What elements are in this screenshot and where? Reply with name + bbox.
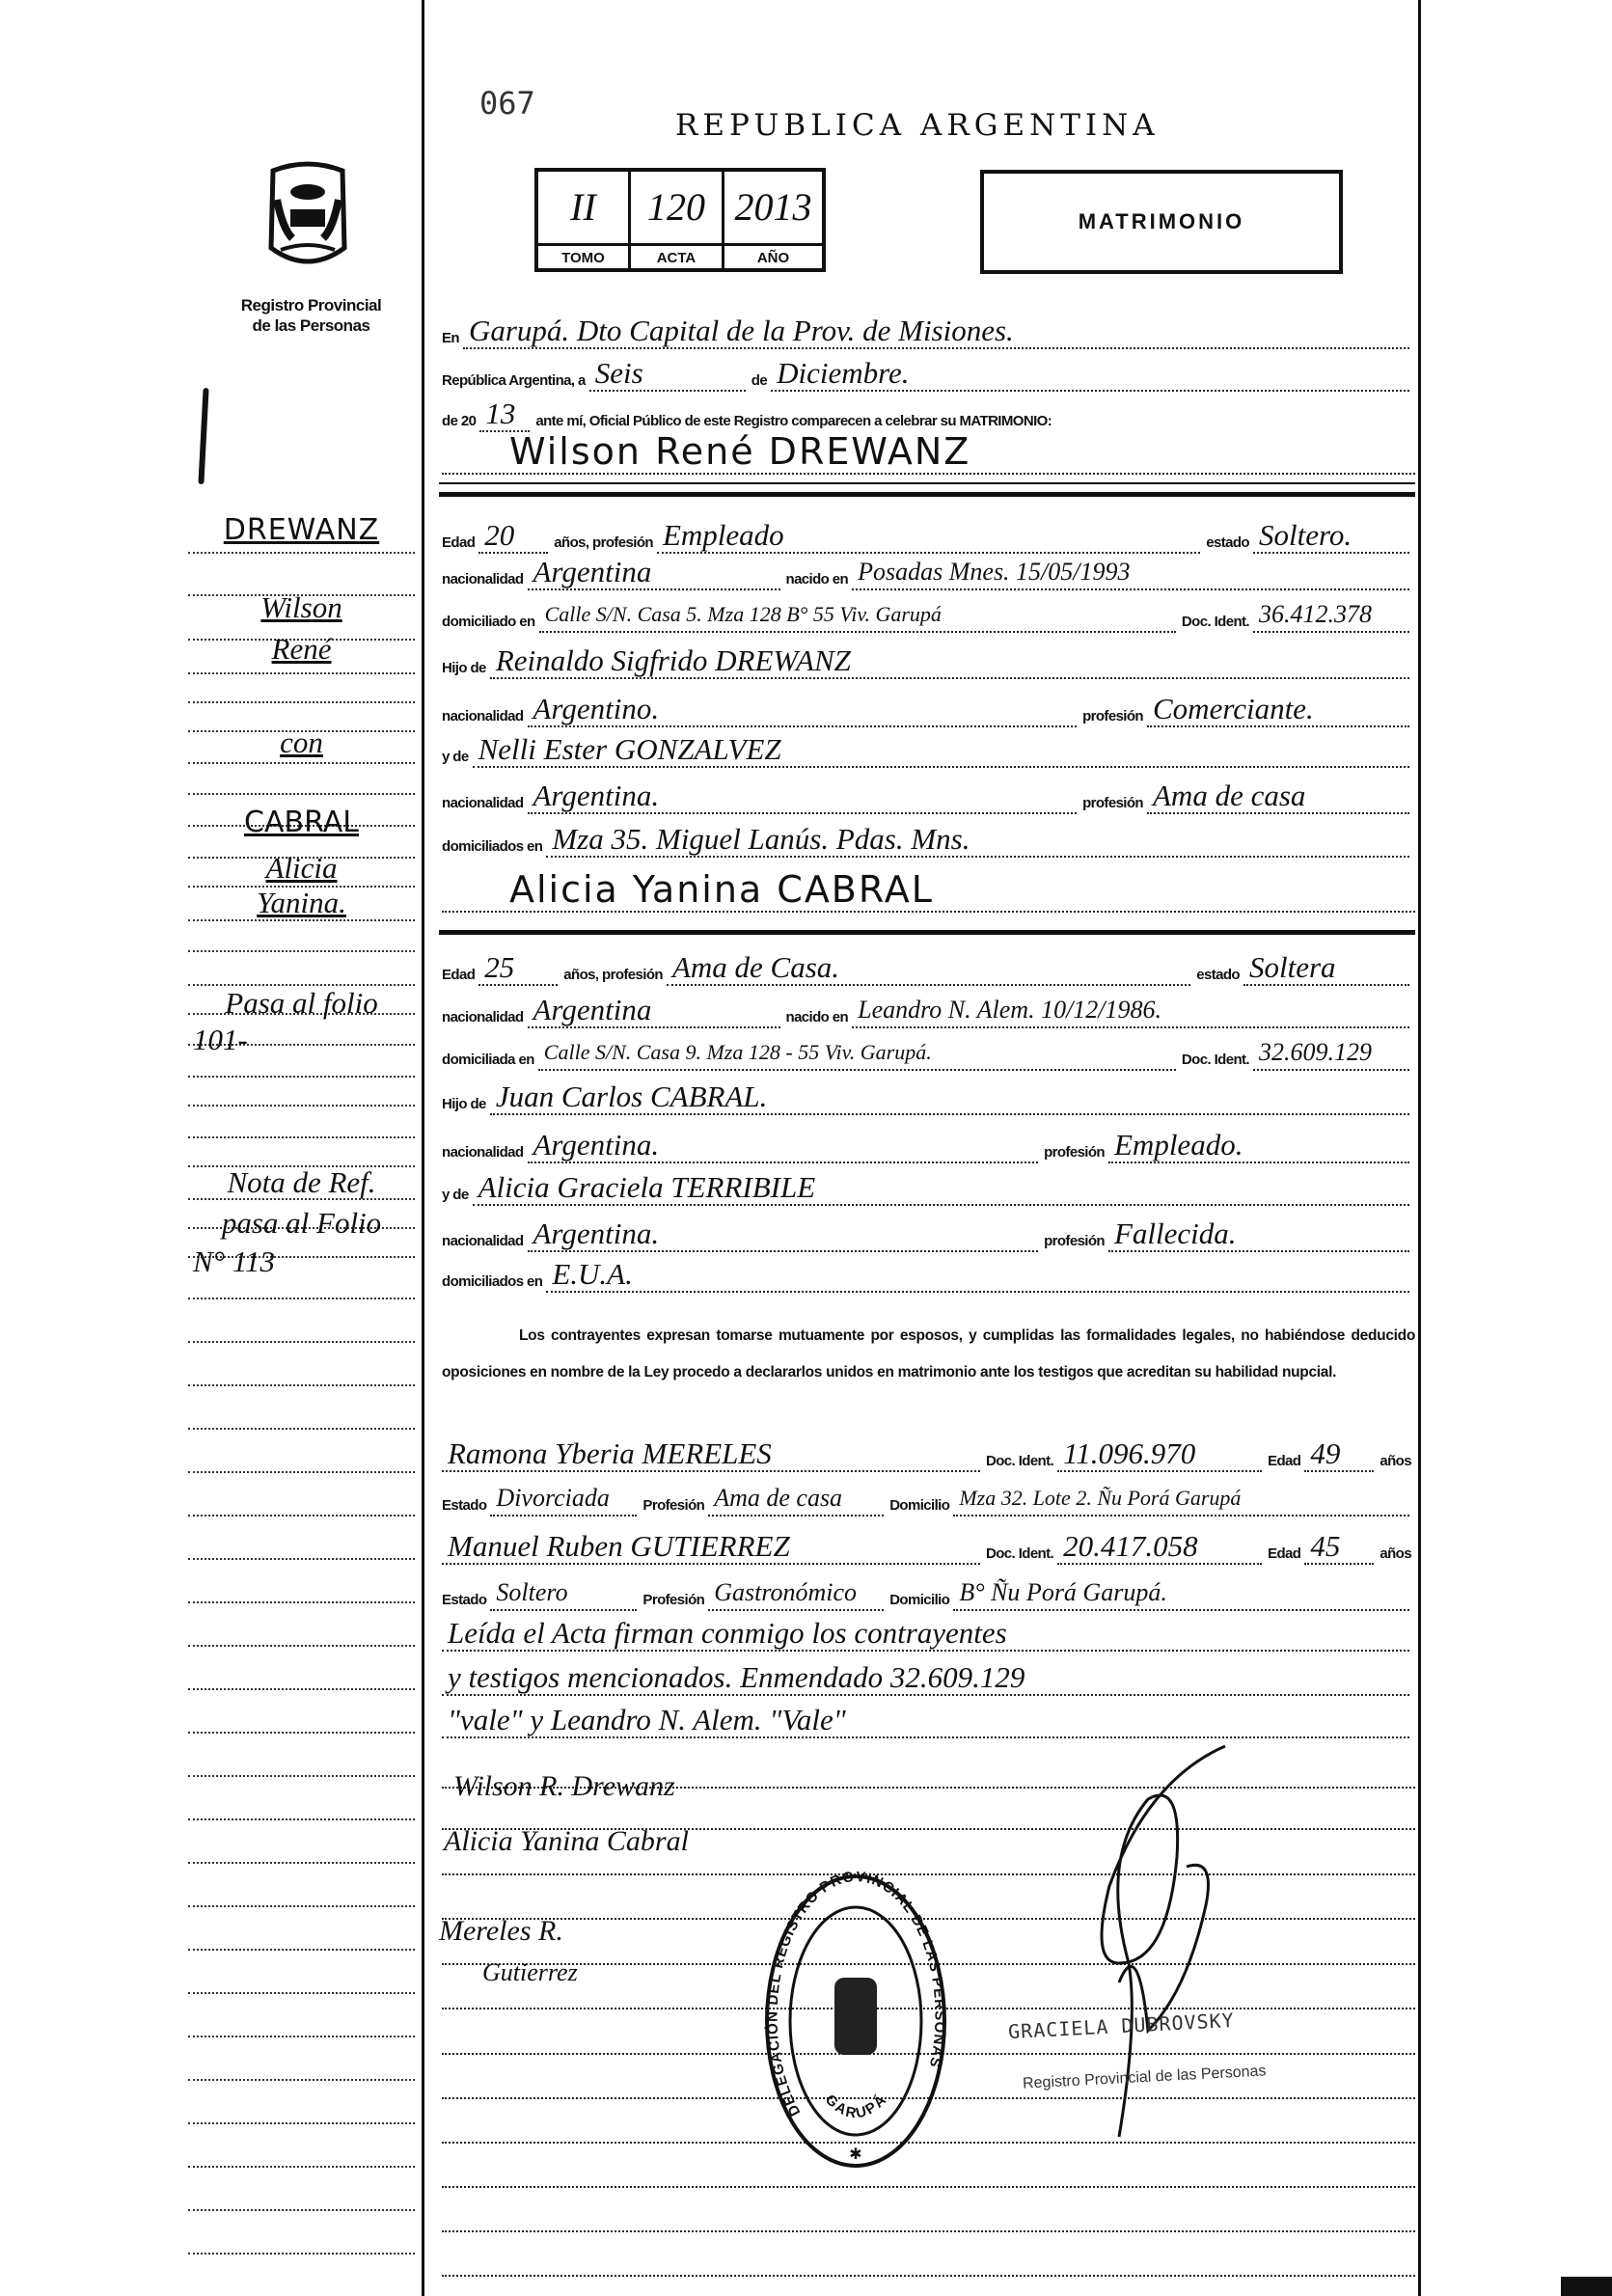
- groom-father: Reinaldo Sigfrido DREWANZ: [490, 644, 1409, 679]
- registry-name-line2: de las Personas: [252, 316, 370, 335]
- margin-line: [188, 1428, 415, 1430]
- country-label: República Argentina, a: [442, 372, 586, 389]
- edad-label: Edad: [1268, 1453, 1301, 1469]
- acta-cell: [631, 172, 724, 268]
- domiciliados-label: domiciliados en: [442, 838, 543, 855]
- groom-age: 20: [478, 519, 548, 554]
- margin-line: [188, 1105, 415, 1107]
- divider: [439, 482, 1415, 484]
- margin-line: [188, 2122, 415, 2124]
- bride-address-row: [442, 1028, 1415, 1071]
- seal-town: GARUPÁ: [821, 2091, 891, 2122]
- bride-birthplace: Leandro N. Alem. 10/12/1986.: [852, 994, 1409, 1028]
- witness-1-doc: 11.096.970: [1057, 1437, 1262, 1472]
- domiciliados-label: domiciliados en: [442, 1273, 543, 1290]
- closing-note: "vale" y Leandro N. Alem. "Vale": [442, 1704, 1409, 1738]
- margin-line: [188, 1818, 415, 1820]
- witness-2-age: 45: [1304, 1530, 1374, 1565]
- day-value: Seis: [589, 357, 746, 392]
- nacionalidad-label: nacionalidad: [442, 708, 524, 724]
- profesion-label: profesión: [1044, 1233, 1105, 1249]
- witness-2-profession: Gastronómico: [708, 1576, 884, 1611]
- bride-parents-address: E.U.A.: [546, 1258, 1409, 1293]
- groom-status: Soltero.: [1253, 519, 1409, 554]
- groom-parents-address-row: [442, 815, 1415, 858]
- record-type-box: [980, 170, 1343, 274]
- signature-bride: Alicia Yanina Cabral: [444, 1825, 689, 1857]
- margin-line: [188, 1992, 415, 1994]
- doc-label: Doc. Ident.: [986, 1545, 1054, 1562]
- y-de-label: y de: [442, 1187, 469, 1203]
- profesion-label: años, profesión: [554, 534, 653, 551]
- groom-father-profession: Comerciante.: [1147, 693, 1409, 727]
- blank-line: [442, 2230, 1415, 2232]
- margin-line: [188, 2253, 415, 2255]
- profesion-label: profesión: [1044, 1144, 1105, 1161]
- doc-label: Doc. Ident.: [1181, 614, 1249, 630]
- nacionalidad-label: nacionalidad: [442, 571, 524, 588]
- anos-label: años: [1380, 1453, 1411, 1469]
- doc-label: Doc. Ident.: [986, 1453, 1054, 1469]
- bride-mother-row: [442, 1163, 1415, 1206]
- registry-name-line1: Registro Provincial: [240, 296, 382, 314]
- margin-line: [188, 1862, 415, 1864]
- registry-name: [207, 295, 415, 336]
- year-suffix-value: 13: [479, 397, 530, 432]
- bride-nationality: Argentina: [528, 994, 780, 1028]
- witness-1-details-row: [442, 1474, 1415, 1517]
- margin-line: [188, 1136, 415, 1138]
- seal-icon: [762, 1872, 950, 2171]
- closing-note: y testigos mencionados. Enmendado 32.609.129: [442, 1661, 1409, 1696]
- official-seal: [762, 1872, 950, 2171]
- witness-2-address: B° Ñu Porá Garupá.: [953, 1576, 1409, 1611]
- witness-2-name: Manuel Ruben GUTIERREZ: [442, 1530, 980, 1565]
- coat-of-arms-icon: [263, 161, 352, 271]
- groom-father-nationality: Argentino.: [528, 693, 1078, 727]
- officer-name: GRACIELA DUBROVSKY: [1007, 2008, 1236, 2044]
- form-left-border: [422, 0, 424, 2296]
- bride-father-nationality-row: [442, 1121, 1415, 1163]
- witness-1-profession: Ama de casa: [708, 1482, 884, 1517]
- witness-2-status: Soltero: [490, 1576, 637, 1611]
- domicilio-label: Domicilio: [889, 1497, 950, 1514]
- declaration-paragraph: [442, 1318, 1415, 1391]
- domicilio-label: Domicilio: [889, 1592, 950, 1608]
- officer-office: Registro Provincial de las Personas: [1022, 2063, 1267, 2092]
- groom-mother-nationality: Argentina.: [528, 779, 1078, 814]
- margin-note-ref-folio: pasa al Folio: [221, 1206, 382, 1240]
- divider: [439, 492, 1415, 497]
- groom-doc: 36.412.378: [1253, 598, 1409, 633]
- closing-note-row: [442, 1609, 1415, 1652]
- bride-nationality-row: [442, 986, 1415, 1028]
- margin-groom-second-name: René: [271, 632, 332, 666]
- declaration-text: Los contrayentes expresan tomarse mutuamente por esposos, y cumplidas las formalidades legales, no habiéndose deducido oposiciones en nombre de la Ley procedo a declararlos unidos en matrimonio ante los testigos que acreditan su habilidad nupcial.: [442, 1327, 1415, 1380]
- edad-label: Edad: [442, 967, 476, 983]
- margin-line: [188, 2166, 415, 2168]
- margin-bride-first-name: Alicia: [265, 851, 338, 885]
- anio-cell: [724, 172, 822, 268]
- tomo-value: II: [570, 185, 596, 229]
- tomo-label: TOMO: [538, 243, 628, 271]
- nacido-label: nacido en: [785, 1009, 849, 1025]
- margin-line: [188, 762, 415, 764]
- intro-statement: ante mí, Oficial Público de este Registro comparecen a celebrar su MATRIMONIO:: [535, 413, 1052, 429]
- country-title: REPUBLICA ARGENTINA: [675, 108, 1160, 143]
- witness-2-row: [442, 1522, 1415, 1565]
- margin-line: [188, 1949, 415, 1951]
- divider: [439, 930, 1415, 935]
- bride-mother-nationality: Argentina.: [528, 1217, 1039, 1252]
- margin-bride-second-name: Yanina.: [257, 886, 346, 919]
- bride-address: Calle S/N. Casa 9. Mza 128 - 55 Viv. Garupá.: [538, 1036, 1176, 1071]
- margin-note-folio-number: 101-: [193, 1023, 248, 1056]
- margin-bride-surname: CABRAL: [244, 806, 359, 839]
- groom-mother-nationality-row: [442, 772, 1415, 814]
- bride-age-row: [442, 943, 1415, 986]
- nacionalidad-label: nacionalidad: [442, 1009, 524, 1025]
- margin-line: [188, 701, 415, 703]
- closing-note-row: [442, 1654, 1415, 1696]
- groom-address: Calle S/N. Casa 5. Mza 128 B° 55 Viv. Garupá: [539, 598, 1176, 633]
- margin-line: [188, 1645, 415, 1647]
- margin-line: [188, 1384, 415, 1386]
- acta-label: ACTA: [631, 243, 722, 271]
- month-value: Diciembre.: [771, 357, 1409, 392]
- signature-groom: Wilson R. Drewanz: [453, 1770, 675, 1802]
- margin-line: [188, 1688, 415, 1690]
- bride-name: Alicia Yanina CABRAL: [442, 868, 1415, 913]
- edad-label: Edad: [1268, 1545, 1301, 1562]
- form-right-border: [1418, 0, 1421, 2296]
- margin-line: [188, 2079, 415, 2081]
- margin-note-ref: Nota de Ref.: [227, 1165, 376, 1199]
- witness-1-name: Ramona Yberia MERELES: [442, 1437, 980, 1472]
- bride-father-row: [442, 1073, 1415, 1115]
- edad-label: Edad: [442, 534, 476, 551]
- witness-1-row: [442, 1430, 1415, 1472]
- margin-line: [188, 672, 415, 674]
- groom-profession: Empleado: [657, 519, 1200, 554]
- bride-father-profession: Empleado.: [1108, 1129, 1409, 1163]
- groom-parents-address: Mza 35. Miguel Lanús. Pdas. Mns.: [546, 823, 1409, 858]
- groom-mother: Nelli Ester GONZALVEZ: [473, 733, 1409, 768]
- nacionalidad-label: nacionalidad: [442, 1144, 524, 1161]
- closing-note-row: [442, 1696, 1415, 1738]
- signature-witness-1: Mereles R.: [439, 1915, 563, 1947]
- groom-mother-profession: Ama de casa: [1147, 779, 1409, 814]
- bride-father-nationality: Argentina.: [528, 1129, 1039, 1163]
- domiciliada-label: domiciliada en: [442, 1052, 534, 1068]
- book-reference-box: [534, 168, 826, 272]
- intro-date-row: [442, 349, 1415, 392]
- nacionalidad-label: nacionalidad: [442, 1233, 524, 1249]
- groom-name: Wilson René DREWANZ: [442, 430, 1415, 475]
- hijo-de-label: Hijo de: [442, 660, 486, 676]
- margin-note-ref-number: N° 113: [193, 1244, 276, 1278]
- groom-address-row: [442, 590, 1415, 633]
- record-type: MATRIMONIO: [1078, 209, 1245, 233]
- margin-line: [188, 1515, 415, 1517]
- margin-line: [188, 1298, 415, 1299]
- margin-line: [188, 1905, 415, 1907]
- witness-1-address: Mza 32. Lote 2. Ñu Porá Garupá: [953, 1482, 1409, 1517]
- en-label: En: [442, 330, 459, 346]
- de-label: de: [751, 372, 768, 389]
- margin-line: [188, 1471, 415, 1473]
- margin-line: [188, 1076, 415, 1078]
- y-de-label: y de: [442, 749, 469, 765]
- profesion-label: profesión: [1082, 795, 1143, 811]
- doc-label: Doc. Ident.: [1181, 1052, 1249, 1068]
- profesion-label: años, profesión: [563, 967, 663, 983]
- anos-label: años: [1380, 1545, 1411, 1562]
- margin-line: [188, 793, 415, 795]
- bride-father: Juan Carlos CABRAL.: [490, 1080, 1409, 1115]
- margin-line: [188, 1775, 415, 1777]
- seal-ring-text: DELEGACIÓN DEL REGISTRO PROVINCIAL DE LAS PERSONAS: [764, 1872, 948, 2119]
- closing-note: Leída el Acta firman conmigo los contrayentes: [442, 1617, 1409, 1652]
- estado-label: Estado: [442, 1497, 487, 1514]
- domiciliado-label: domiciliado en: [442, 614, 535, 630]
- signature-witness-2: Gutierrez: [482, 1958, 578, 1986]
- margin-groom-first-name: Wilson: [260, 590, 342, 624]
- groom-nationality-row: [442, 548, 1415, 590]
- margin-note-folio: Pasa al folio: [225, 986, 378, 1020]
- groom-mother-row: [442, 725, 1415, 768]
- witness-1-age: 49: [1304, 1437, 1374, 1472]
- witness-1-status: Divorciada: [490, 1482, 637, 1517]
- bride-doc: 32.609.129: [1253, 1036, 1409, 1071]
- margin-mark: [198, 388, 208, 484]
- year-prefix: de 20: [442, 413, 477, 429]
- margin-line: [188, 1341, 415, 1343]
- groom-birthplace: Posadas Mnes. 15/05/1993: [852, 556, 1409, 590]
- margin-line: [188, 552, 415, 554]
- margin-con: con: [280, 725, 323, 759]
- folio-stamp: 067: [479, 85, 535, 122]
- bride-age: 25: [478, 951, 558, 986]
- bride-mother: Alicia Graciela TERRIBILE: [473, 1171, 1409, 1206]
- bride-parents-address-row: [442, 1250, 1415, 1293]
- profesion-label: profesión: [1082, 708, 1143, 724]
- witness-2-details-row: [442, 1569, 1415, 1611]
- margin-line: [188, 2209, 415, 2211]
- bride-mother-profession: Fallecida.: [1108, 1217, 1409, 1252]
- groom-nationality: Argentina: [528, 556, 780, 590]
- intro-year-row: [442, 390, 1415, 432]
- estado-label: estado: [1196, 967, 1240, 983]
- acta-value: 120: [647, 185, 705, 229]
- profesion-label: Profesión: [642, 1592, 705, 1608]
- estado-label: Estado: [442, 1592, 487, 1608]
- margin-line: [188, 1601, 415, 1603]
- groom-father-nationality-row: [442, 685, 1415, 727]
- svg-text:✱: ✱: [849, 2146, 862, 2163]
- margin-line: [188, 950, 415, 952]
- margin-groom-surname: DREWANZ: [223, 513, 380, 547]
- tomo-cell: [538, 172, 631, 268]
- svg-text:GARUPÁ: [822, 2091, 890, 2121]
- profesion-label: Profesión: [642, 1497, 705, 1514]
- bride-mother-nationality-row: [442, 1210, 1415, 1252]
- bride-profession: Ama de Casa.: [667, 951, 1190, 986]
- margin-line: [188, 1558, 415, 1560]
- nacido-label: nacido en: [785, 571, 849, 588]
- bride-name-row: [442, 870, 1415, 913]
- place-value: Garupá. Dto Capital de la Prov. de Misiones.: [463, 314, 1409, 349]
- estado-label: estado: [1206, 534, 1249, 551]
- bride-status: Soltera: [1243, 951, 1409, 986]
- groom-father-row: [442, 637, 1415, 679]
- hijo-de-label: Hijo de: [442, 1096, 486, 1112]
- anio-value: 2013: [734, 185, 812, 229]
- scan-artifact: [1561, 2277, 1612, 2296]
- margin-line: [188, 1732, 415, 1734]
- intro-place-row: [442, 307, 1415, 349]
- nacionalidad-label: nacionalidad: [442, 795, 524, 811]
- registry-logo: [263, 161, 352, 271]
- groom-name-row: [442, 432, 1415, 475]
- blank-line: [442, 2275, 1415, 2277]
- anio-label: AÑO: [724, 243, 822, 271]
- margin-line: [188, 2036, 415, 2037]
- witness-2-doc: 20.417.058: [1057, 1530, 1262, 1565]
- blank-line: [442, 2186, 1415, 2188]
